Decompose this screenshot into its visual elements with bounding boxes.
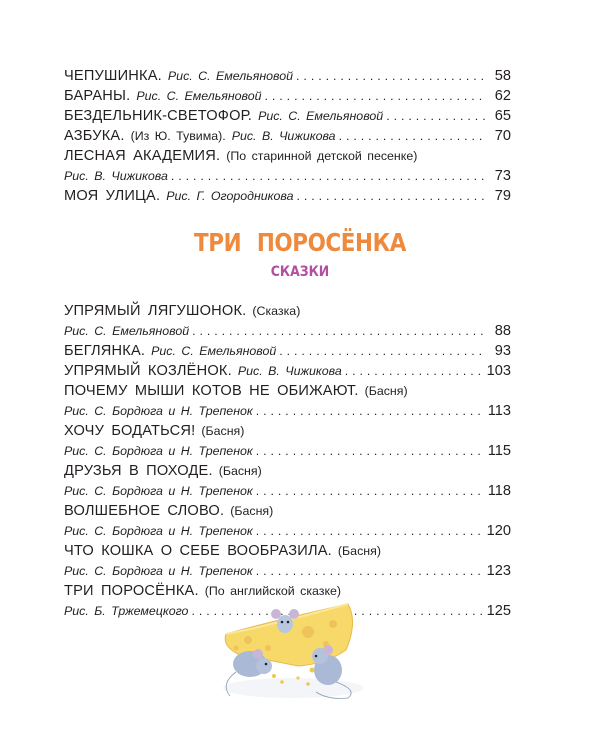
entry-title: ВОЛШЕБНОЕ СЛОВО. <box>64 503 225 519</box>
toc-entry-title-row <box>64 301 511 321</box>
entry-title: ЛЕСНАЯ АКАДЕМИЯ. <box>64 148 221 164</box>
entry-illustrator: Рис. В. Чижикова <box>64 169 168 183</box>
toc-entry-row[interactable] <box>64 106 511 126</box>
entry-page-number[interactable]: 123 <box>486 563 511 579</box>
toc-entry-row[interactable] <box>64 86 511 106</box>
section-heading: ТРИ ПОРОСЁНКА <box>194 228 406 257</box>
entry-page-number[interactable]: 93 <box>494 343 511 359</box>
dot-leader <box>256 561 483 581</box>
entry-illustrator: Рис. В. Чижикова <box>231 129 336 143</box>
dot-leader <box>339 126 485 146</box>
entry-page-number[interactable]: 73 <box>494 168 511 184</box>
entry-note: (Сказка) <box>252 304 301 318</box>
toc-entry-row[interactable] <box>64 341 511 361</box>
entry-illustrator: Рис. С. Бордюга и Н. Трепенок <box>64 404 253 418</box>
dot-leader <box>256 441 484 461</box>
entry-title: ХОЧУ БОДАТЬСЯ! <box>64 423 196 439</box>
entry-illustrator: Рис. С. Емельяновой <box>136 89 262 103</box>
entry-title: ЧТО КОШКА О СЕБЕ ВООБРАЗИЛА. <box>64 543 332 559</box>
entry-page-number[interactable]: 79 <box>494 188 511 204</box>
dot-leader <box>256 521 483 541</box>
dot-leader <box>265 86 485 106</box>
entry-page-number[interactable]: 62 <box>494 88 511 104</box>
toc-entry-row[interactable] <box>64 186 511 206</box>
entry-illustrator: Рис. Г. Огородникова <box>166 189 294 203</box>
toc-entry-row[interactable] <box>64 521 511 541</box>
entry-illustrator: Рис. С. Бордюга и Н. Трепенок <box>64 524 253 538</box>
entry-illustrator: Рис. С. Емельяновой <box>258 109 384 123</box>
dot-leader <box>256 401 484 421</box>
entry-page-number[interactable]: 58 <box>494 68 511 84</box>
entry-title: БЕЗДЕЛЬНИК-СВЕТОФОР. <box>64 108 253 124</box>
dot-leader <box>386 106 485 126</box>
entry-page-number[interactable]: 65 <box>494 108 511 124</box>
dot-leader <box>192 321 485 341</box>
toc-entry-row[interactable] <box>64 166 511 186</box>
toc-entry-title-row <box>64 461 511 481</box>
entry-page-number[interactable]: 70 <box>494 128 511 144</box>
section-subheading: СКАЗКИ <box>270 264 330 280</box>
entry-title: ПОЧЕМУ МЫШИ КОТОВ НЕ ОБИЖАЮТ. <box>64 383 359 399</box>
toc-entry-title-row <box>64 501 511 521</box>
toc-entry-row[interactable] <box>64 66 511 86</box>
entry-page-number[interactable]: 125 <box>486 603 511 619</box>
entry-illustrator: Рис. С. Бордюга и Н. Трепенок <box>64 444 253 458</box>
dot-leader <box>279 341 485 361</box>
entry-note: (Басня) <box>337 544 381 558</box>
entry-illustrator: Рис. В. Чижикова <box>237 364 342 378</box>
entry-title: УПРЯМЫЙ ЛЯГУШОНОК. <box>64 303 247 319</box>
entry-page-number[interactable]: 113 <box>487 403 511 419</box>
toc-entry-row[interactable] <box>64 561 511 581</box>
entry-illustrator: Рис. С. Бордюга и Н. Трепенок <box>64 564 253 578</box>
toc-entry-title-row <box>64 146 511 166</box>
toc-section-1 <box>64 66 511 206</box>
entry-note: (Басня) <box>364 384 408 398</box>
entry-title: БЕГЛЯНКА. <box>64 343 146 359</box>
entry-illustrator: Рис. С. Емельяновой <box>151 344 277 358</box>
entry-note: (Басня) <box>201 424 245 438</box>
entry-page-number[interactable]: 118 <box>487 483 511 499</box>
toc-entry-title-row <box>64 381 511 401</box>
toc-entry-row[interactable] <box>64 126 511 146</box>
entry-page-number[interactable]: 88 <box>494 323 511 339</box>
entry-title: АЗБУКА. <box>64 128 125 144</box>
entry-title: БАРАНЫ. <box>64 88 131 104</box>
entry-page-number[interactable]: 103 <box>486 363 511 379</box>
entry-illustrator: Рис. С. Емельяновой <box>64 324 190 338</box>
toc-entry-row[interactable] <box>64 361 511 381</box>
dot-leader <box>256 481 484 501</box>
entry-illustrator: Рис. С. Емельяновой <box>167 69 294 83</box>
mice-cheese-illustration <box>208 592 368 702</box>
entry-illustrator: Рис. С. Бордюга и Н. Трепенок <box>64 484 253 498</box>
entry-note: (Из Ю. Тувима). <box>130 129 226 143</box>
entry-title: ТРИ ПОРОСЁНКА. <box>64 583 199 599</box>
dot-leader <box>296 66 485 86</box>
toc-section-2 <box>64 301 511 621</box>
toc-entry-row[interactable] <box>64 481 511 501</box>
entry-page-number[interactable]: 115 <box>487 443 511 459</box>
dot-leader <box>345 361 483 381</box>
entry-title: УПРЯМЫЙ КОЗЛЁНОК. <box>64 363 232 379</box>
toc-entry-title-row <box>64 421 511 441</box>
dot-leader <box>171 166 485 186</box>
entry-note: (По старинной детской песенке) <box>226 149 418 163</box>
entry-title: ДРУЗЬЯ В ПОХОДЕ. <box>64 463 213 479</box>
dot-leader <box>297 186 485 206</box>
entry-note: (Басня) <box>218 464 262 478</box>
toc-entry-title-row <box>64 541 511 561</box>
entry-page-number[interactable]: 120 <box>486 523 511 539</box>
entry-illustrator: Рис. Б. Тржемецкого <box>64 604 189 618</box>
entry-note: (По английской сказке) <box>204 584 342 598</box>
entry-title: МОЯ УЛИЦА. <box>64 188 161 204</box>
toc-entry-row[interactable] <box>64 321 511 341</box>
toc-entry-row[interactable] <box>64 441 511 461</box>
toc-entry-row[interactable] <box>64 401 511 421</box>
entry-title: ЧЕПУШИНКА. <box>64 68 162 84</box>
entry-note: (Басня) <box>230 504 274 518</box>
